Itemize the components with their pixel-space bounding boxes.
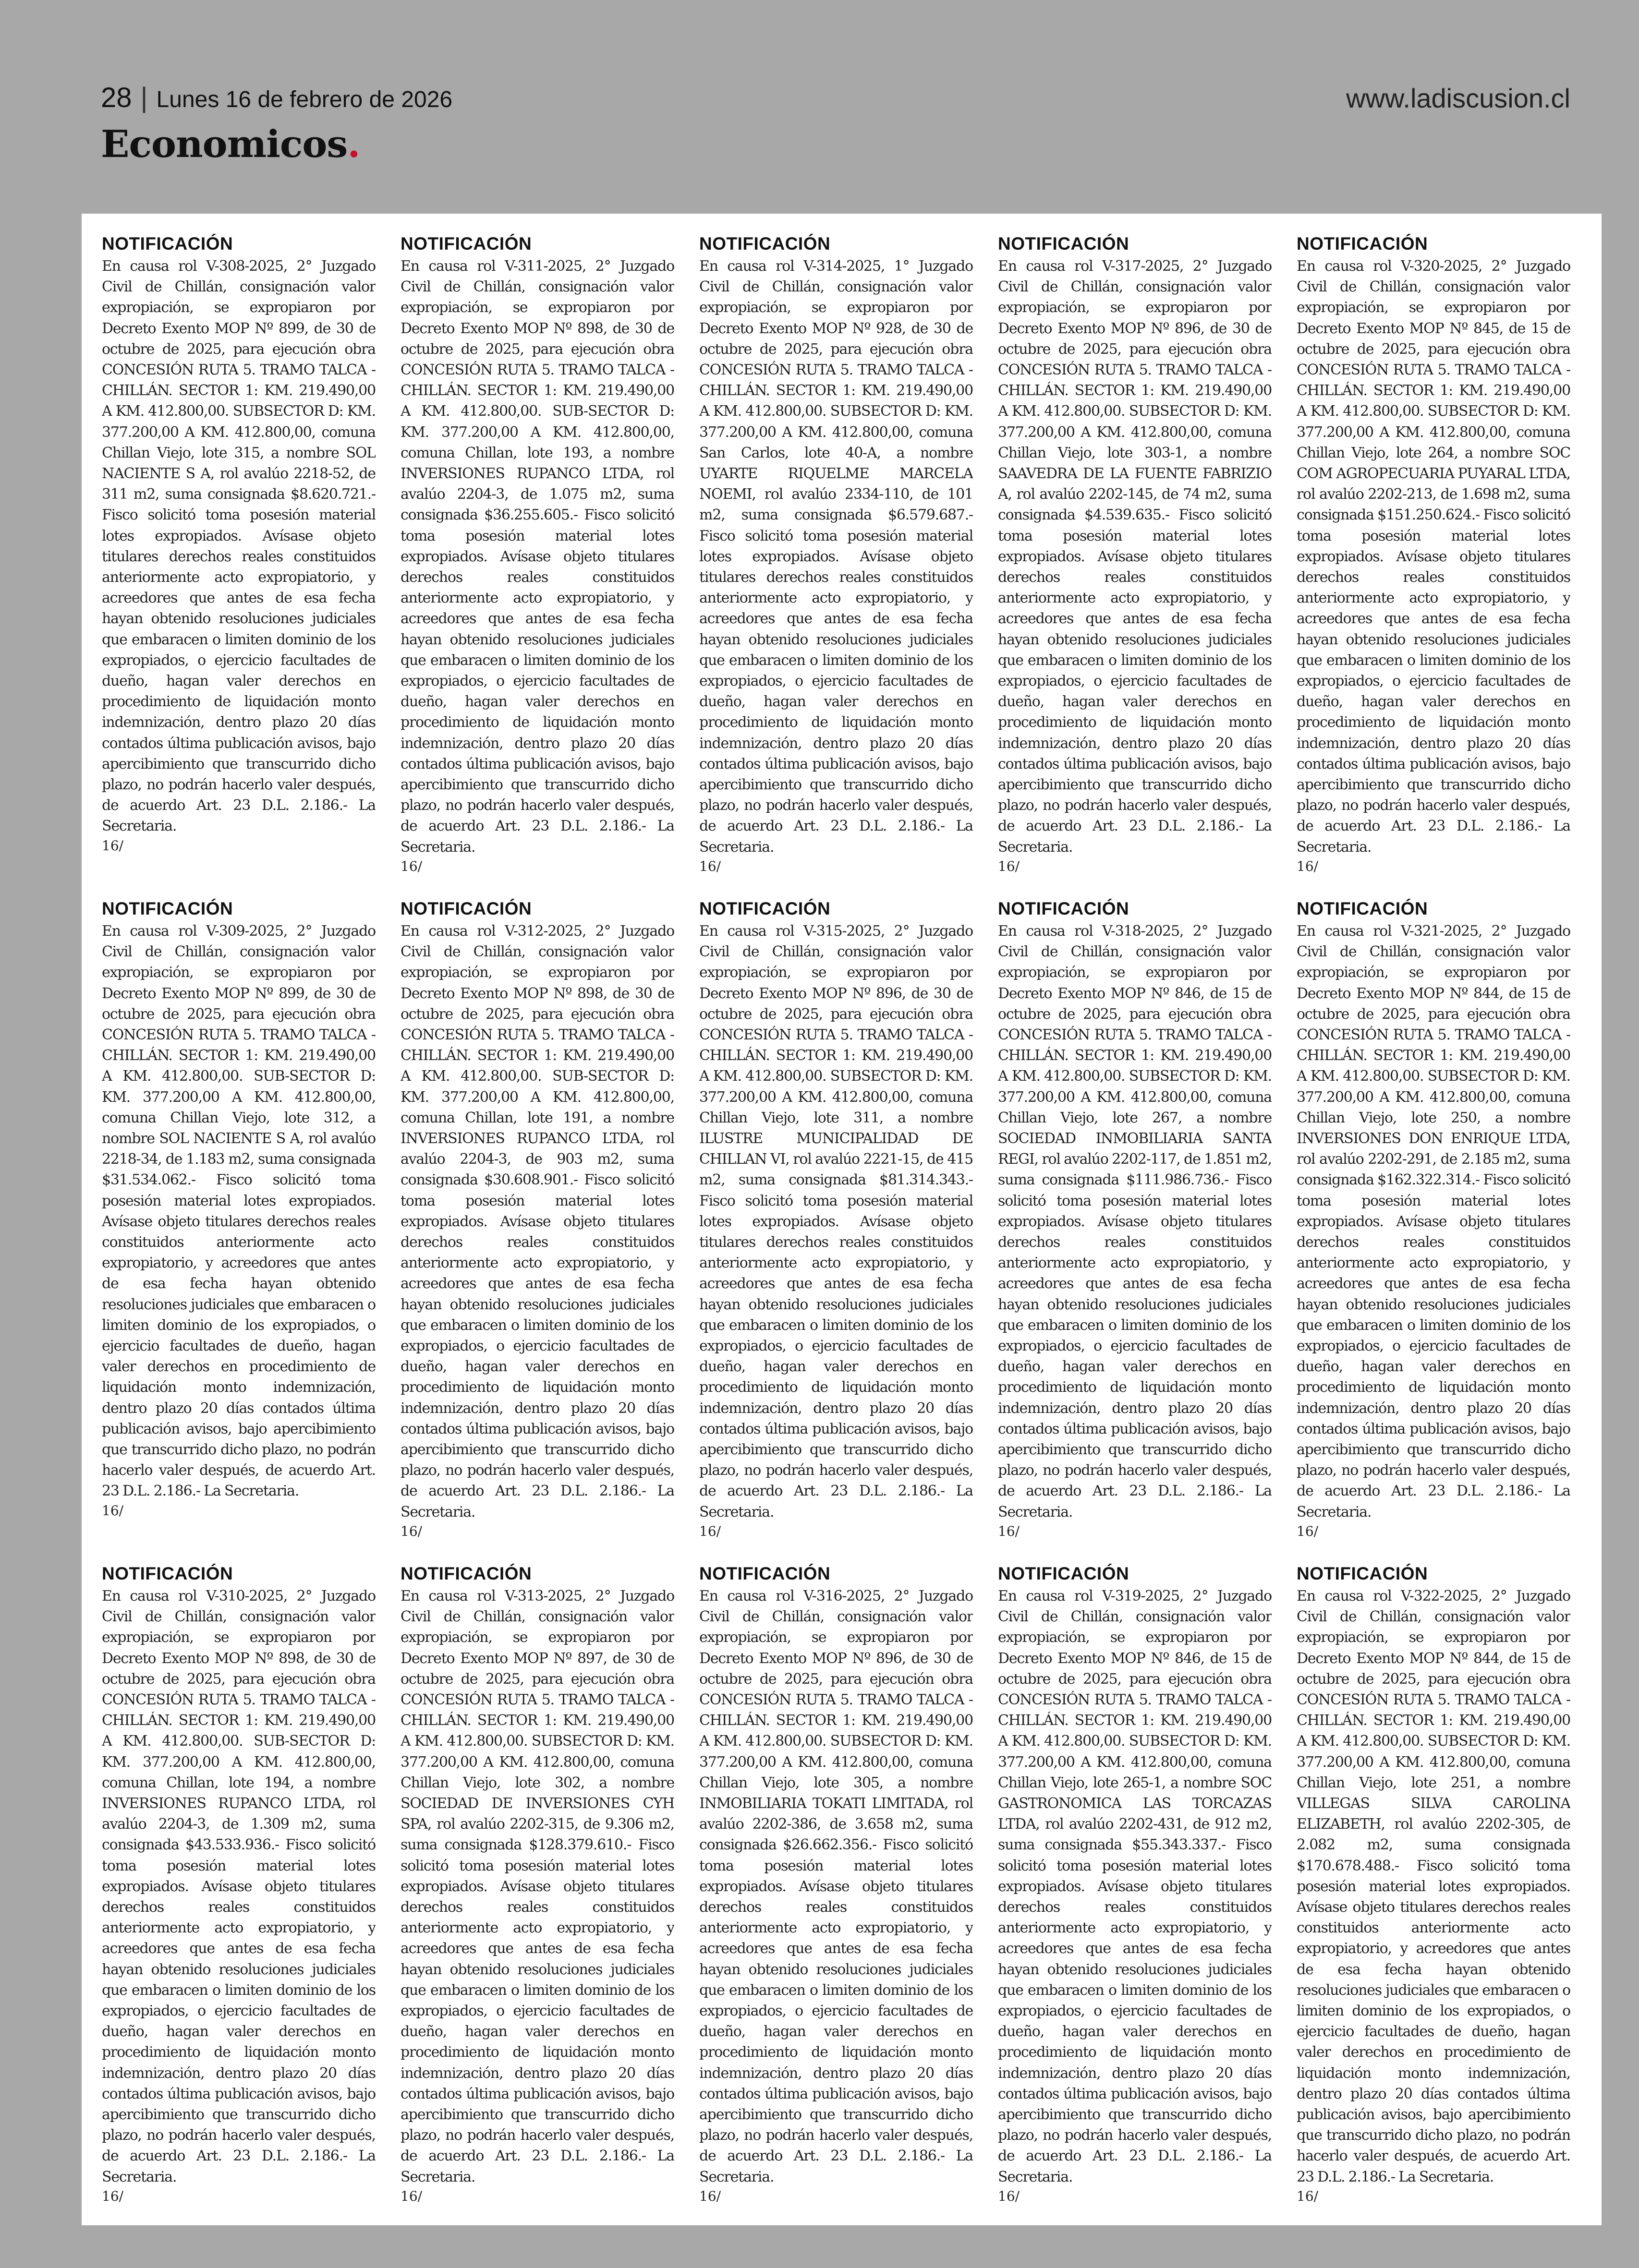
notice-body: En causa rol V-316-2025, 2° Juzgado Civil de Chillán, consignación valor expropiación, se expropiaron por Decreto Exento MOP Nº 896, de 30 de octubre de 2025, para ejecución obra CONCESIÓN RUTA 5. TRAMO TALCA - CHILLÁN. SECTOR 1: KM. 219.490,00 A KM. 412.800,00. SUBSECTOR D: KM. 377.200,00 A KM. 412.800,00, comuna Chillan Viejo, lote 305, a nombre INMOBILIARIA TOKATI LIMITADA, rol avalúo 2202-386, de 3.658 m2, suma consignada $26.662.356.- Fisco solicitó toma posesión material lotes expropiados. Avísase objeto titulares derechos reales constituidos anteriormente acto expropiatorio, y acreedores que antes de esa fecha hayan obtenido resoluciones judiciales que embaracen o limiten dominio de los expropiados, o ejercicio facultades de dueño, hagan valer derechos en procedimiento de liquidación monto indemnización, dentro plazo 20 días contados última publicación avisos, bajo apercibimiento que transcurrido dicho plazo, no podrán hacerlo valer después, de acuerdo Art. 23 D.L. 2.186.- La Secretaria. [699,1588,973,2185]
notice-card [1297,234,1570,875]
website-link[interactable]: www.ladiscusion.cl [1346,83,1570,113]
notice-card [1297,1564,1570,2205]
notice-body: En causa rol V-310-2025, 2° Juzgado Civil de Chillán, consignación valor expropiación, se expropiaron por Decreto Exento MOP Nº 898, de 30 de octubre de 2025, para ejecución obra CONCESIÓN RUTA 5. TRAMO TALCA - CHILLÁN. SECTOR 1: KM. 219.490,00 A KM. 412.800,00. SUB-SECTOR D: KM. 377.200,00 A KM. 412.800,00, comuna Chillan, lote 194, a nombre INVERSIONES RUPANCO LTDA, rol avalúo 2204-3, de 1.309 m2, suma consignada $43.533.936.- Fisco solicitó toma posesión material lotes expropiados. Avísase objeto titulares derechos reales constituidos anteriormente acto expropiatorio, y acreedores que antes de esa fecha hayan obtenido resoluciones judiciales que embaracen o limiten dominio de los expropiados, o ejercicio facultades de dueño, hagan valer derechos en procedimiento de liquidación monto indemnización, dentro plazo 20 días contados última publicación avisos, bajo apercibimiento que transcurrido dicho plazo, no podrán hacerlo valer después, de acuerdo Art. 23 D.L. 2.186.- La Secretaria. [102,1588,376,2185]
notice-card [699,899,973,1540]
notice-date-code: 16/ [699,2188,721,2204]
page-number: 28 [101,82,132,113]
notice-card [401,899,674,1540]
classifieds-page [82,214,1602,2225]
notice-grid [102,234,1570,2205]
notice-body: En causa rol V-318-2025, 2° Juzgado Civil de Chillán, consignación valor expropiación, se expropiaron por Decreto Exento MOP Nº 846, de 15 de octubre de 2025, para ejecución obra CONCESIÓN RUTA 5. TRAMO TALCA - CHILLÁN. SECTOR 1: KM. 219.490,00 A KM. 412.800,00. SUBSECTOR D: KM. 377.200,00 A KM. 412.800,00, comuna Chillan Viejo, lote 267, a nombre SOCIEDAD INMOBILIARIA SANTA REGI, rol avalúo 2202-117, de 1.851 m2, suma consignada $111.986.736.- Fisco solicitó toma posesión material lotes expropiados. Avísase objeto titulares derechos reales constituidos anteriormente acto expropiatorio, y acreedores que antes de esa fecha hayan obtenido resoluciones judiciales que embaracen o limiten dominio de los expropiados, o ejercicio facultades de dueño, hagan valer derechos en procedimiento de liquidación monto indemnización, dentro plazo 20 días contados última publicación avisos, bajo apercibimiento que transcurrido dicho plazo, no podrán hacerlo valer después, de acuerdo Art. 23 D.L. 2.186.- La Secretaria. [998,923,1272,1520]
notice-body: En causa rol V-314-2025, 1° Juzgado Civil de Chillán, consignación valor expropiación, se expropiaron por Decreto Exento MOP Nº 928, de 30 de octubre de 2025, para ejecución obra CONCESIÓN RUTA 5. TRAMO TALCA - CHILLÁN. SECTOR 1: KM. 219.490,00 A KM. 412.800,00. SUBSECTOR D: KM. 377.200,00 A KM. 412.800,00, comuna San Carlos, lote 40-A, a nombre UYARTE RIQUELME MARCELA NOEMI, rol avalúo 2334-110, de 101 m2, suma consignada $6.579.687.- Fisco solicitó toma posesión material lotes expropiados. Avísase objeto titulares derechos reales constituidos anteriormente acto expropiatorio, y acreedores que antes de esa fecha hayan obtenido resoluciones judiciales que embaracen o limiten dominio de los expropiados, o ejercicio facultades de dueño, hagan valer derechos en procedimiento de liquidación monto indemnización, dentro plazo 20 días contados última publicación avisos, bajo apercibimiento que transcurrido dicho plazo, no podrán hacerlo valer después, de acuerdo Art. 23 D.L. 2.186.- La Secretaria. [699,258,973,856]
notice-card [401,1564,674,2205]
notice-title: NOTIFICACIÓN [699,899,831,918]
notice-title: NOTIFICACIÓN [1297,234,1428,253]
notice-card [1297,899,1570,1540]
notice-date-code: 16/ [401,2188,423,2204]
notice-body: En causa rol V-315-2025, 2° Juzgado Civil de Chillán, consignación valor expropiación, se expropiaron por Decreto Exento MOP Nº 896, de 30 de octubre de 2025, para ejecución obra CONCESIÓN RUTA 5. TRAMO TALCA - CHILLÁN. SECTOR 1: KM. 219.490,00 A KM. 412.800,00. SUBSECTOR D: KM. 377.200,00 A KM. 412.800,00, comuna Chillan Viejo, lote 311, a nombre ILUSTRE MUNICIPALIDAD DE CHILLAN VI, rol avalúo 2221-15, de 415 m2, suma consignada $81.314.343.- Fisco solicitó toma posesión material lotes expropiados. Avísase objeto titulares derechos reales constituidos anteriormente acto expropiatorio, y acreedores que antes de esa fecha hayan obtenido resoluciones judiciales que embaracen o limiten dominio de los expropiados, o ejercicio facultades de dueño, hagan valer derechos en procedimiento de liquidación monto indemnización, dentro plazo 20 días contados última publicación avisos, bajo apercibimiento que transcurrido dicho plazo, no podrán hacerlo valer después, de acuerdo Art. 23 D.L. 2.186.- La Secretaria. [699,923,973,1520]
notice-title: NOTIFICACIÓN [401,1564,532,1583]
notice-body: En causa rol V-319-2025, 2° Juzgado Civil de Chillán, consignación valor expropiación, se expropiaron por Decreto Exento MOP Nº 846, de 15 de octubre de 2025, para ejecución obra CONCESIÓN RUTA 5. TRAMO TALCA - CHILLÁN. SECTOR 1: KM. 219.490,00 A KM. 412.800,00. SUBSECTOR D: KM. 377.200,00 A KM. 412.800,00, comuna Chillan Viejo, lote 265-1, a nombre SOC GASTRONOMICA LAS TORCAZAS LTDA, rol avalúo 2202-431, de 912 m2, suma consignada $55.343.337.- Fisco solicitó toma posesión material lotes expropiados. Avísase objeto titulares derechos reales constituidos anteriormente acto expropiatorio, y acreedores que antes de esa fecha hayan obtenido resoluciones judiciales que embaracen o limiten dominio de los expropiados, o ejercicio facultades de dueño, hagan valer derechos en procedimiento de liquidación monto indemnización, dentro plazo 20 días contados última publicación avisos, bajo apercibimiento que transcurrido dicho plazo, no podrán hacerlo valer después, de acuerdo Art. 23 D.L. 2.186.- La Secretaria. [998,1588,1272,2185]
notice-card [998,234,1272,875]
notice-title: NOTIFICACIÓN [102,899,233,918]
section-title [101,122,360,166]
notice-title: NOTIFICACIÓN [1297,899,1428,918]
notice-date-code: 16/ [102,837,124,854]
notice-title: NOTIFICACIÓN [998,1564,1129,1583]
notice-card [102,1564,376,2205]
notice-date-code: 16/ [1297,1523,1319,1539]
notice-date-code: 16/ [401,858,423,874]
section-dot: . [347,122,360,166]
notice-date-code: 16/ [998,2188,1020,2204]
notice-card [102,234,376,875]
notice-body: En causa rol V-321-2025, 2° Juzgado Civil de Chillán, consignación valor expropiación, se expropiaron por Decreto Exento MOP Nº 844, de 15 de octubre de 2025, para ejecución obra CONCESIÓN RUTA 5. TRAMO TALCA - CHILLÁN. SECTOR 1: KM. 219.490,00 A KM. 412.800,00. SUBSECTOR D: KM. 377.200,00 A KM. 412.800,00, comuna Chillan Viejo, lote 250, a nombre INVERSIONES DON ENRIQUE LTDA, rol avalúo 2202-291, de 2.185 m2, suma consignada $162.322.314.- Fisco solicitó toma posesión material lotes expropiados. Avísase objeto titulares derechos reales constituidos anteriormente acto expropiatorio, y acreedores que antes de esa fecha hayan obtenido resoluciones judiciales que embaracen o limiten dominio de los expropiados, o ejercicio facultades de dueño, hagan valer derechos en procedimiento de liquidación monto indemnización, dentro plazo 20 días contados última publicación avisos, bajo apercibimiento que transcurrido dicho plazo, no podrán hacerlo valer después, de acuerdo Art. 23 D.L. 2.186.- La Secretaria. [1297,923,1570,1520]
notice-title: NOTIFICACIÓN [1297,1564,1428,1583]
notice-body: En causa rol V-317-2025, 2° Juzgado Civil de Chillán, consignación valor expropiación, se expropiaron por Decreto Exento MOP Nº 896, de 30 de octubre de 2025, para ejecución obra CONCESIÓN RUTA 5. TRAMO TALCA - CHILLÁN. SECTOR 1: KM. 219.490,00 A KM. 412.800,00. SUBSECTOR D: KM. 377.200,00 A KM. 412.800,00, comuna Chillan Viejo, lote 303-1, a nombre SAAVEDRA DE LA FUENTE FABRIZIO A, rol avalúo 2202-145, de 74 m2, suma consignada $4.539.635.- Fisco solicitó toma posesión material lotes expropiados. Avísase objeto titulares derechos reales constituidos anteriormente acto expropiatorio, y acreedores que antes de esa fecha hayan obtenido resoluciones judiciales que embaracen o limiten dominio de los expropiados, o ejercicio facultades de dueño, hagan valer derechos en procedimiento de liquidación monto indemnización, dentro plazo 20 días contados última publicación avisos, bajo apercibimiento que transcurrido dicho plazo, no podrán hacerlo valer después, de acuerdo Art. 23 D.L. 2.186.- La Secretaria. [998,258,1272,856]
notice-date-code: 16/ [102,1502,124,1519]
notice-date-code: 16/ [699,858,721,874]
notice-date-code: 16/ [699,1523,721,1539]
notice-body: En causa rol V-312-2025, 2° Juzgado Civil de Chillán, consignación valor expropiación, se expropiaron por Decreto Exento MOP Nº 898, de 30 de octubre de 2025, para ejecución obra CONCESIÓN RUTA 5. TRAMO TALCA - CHILLÁN. SECTOR 1: KM. 219.490,00 A KM. 412.800,00. SUB-SECTOR D: KM. 377.200,00 A KM. 412.800,00, comuna Chillan, lote 191, a nombre INVERSIONES RUPANCO LTDA, rol avalúo 2204-3, de 903 m2, suma consignada $30.608.901.- Fisco solicitó toma posesión material lotes expropiados. Avísase objeto titulares derechos reales constituidos anteriormente acto expropiatorio, y acreedores que antes de esa fecha hayan obtenido resoluciones judiciales que embaracen o limiten dominio de los expropiados, o ejercicio facultades de dueño, hagan valer derechos en procedimiento de liquidación monto indemnización, dentro plazo 20 días contados última publicación avisos, bajo apercibimiento que transcurrido dicho plazo, no podrán hacerlo valer después, de acuerdo Art. 23 D.L. 2.186.- La Secretaria. [401,923,674,1520]
notice-body: En causa rol V-322-2025, 2° Juzgado Civil de Chillán, consignación valor expropiación, se expropiaron por Decreto Exento MOP Nº 844, de 15 de octubre de 2025, para ejecución obra CONCESIÓN RUTA 5. TRAMO TALCA - CHILLÁN. SECTOR 1: KM. 219.490,00 A KM. 412.800,00. SUBSECTOR D: KM. 377.200,00 A KM. 412.800,00, comuna Chillan Viejo, lote 251, a nombre VILLEGAS SILVA CAROLINA ELIZABETH, rol avalúo 2202-305, de 2.082 m2, suma consignada $170.678.488.- Fisco solicitó toma posesión material lotes expropiados. Avísase objeto titulares derechos reales constituidos anteriormente acto expropiatorio, y acreedores que antes de esa fecha hayan obtenido resoluciones judiciales que embaracen o limiten dominio de los expropiados, o ejercicio facultades de dueño, hagan valer derechos en procedimiento de liquidación monto indemnización, dentro plazo 20 días contados última publicación avisos, bajo apercibimiento que transcurrido dicho plazo, no podrán hacerlo valer después, de acuerdo Art. 23 D.L. 2.186.- La Secretaria. [1297,1588,1570,2185]
notice-card [998,1564,1272,2205]
notice-date-code: 16/ [102,2188,124,2204]
notice-body: En causa rol V-311-2025, 2° Juzgado Civil de Chillán, consignación valor expropiación, se expropiaron por Decreto Exento MOP Nº 898, de 30 de octubre de 2025, para ejecución obra CONCESIÓN RUTA 5. TRAMO TALCA - CHILLÁN. SECTOR 1: KM. 219.490,00 A KM. 412.800,00. SUB-SECTOR D: KM. 377.200,00 A KM. 412.800,00, comuna Chillan, lote 193, a nombre INVERSIONES RUPANCO LTDA, rol avalúo 2204-3, de 1.075 m2, suma consignada $36.255.605.- Fisco solicitó toma posesión material lotes expropiados. Avísase objeto titulares derechos reales constituidos anteriormente acto expropiatorio, y acreedores que antes de esa fecha hayan obtenido resoluciones judiciales que embaracen o limiten dominio de los expropiados, o ejercicio facultades de dueño, hagan valer derechos en procedimiento de liquidación monto indemnización, dentro plazo 20 días contados última publicación avisos, bajo apercibimiento que transcurrido dicho plazo, no podrán hacerlo valer después, de acuerdo Art. 23 D.L. 2.186.- La Secretaria. [401,258,674,856]
notice-date-code: 16/ [998,858,1020,874]
page-info [101,82,452,114]
notice-title: NOTIFICACIÓN [998,899,1129,918]
notice-body: En causa rol V-320-2025, 2° Juzgado Civil de Chillán, consignación valor expropiación, se expropiaron por Decreto Exento MOP Nº 845, de 15 de octubre de 2025, para ejecución obra CONCESIÓN RUTA 5. TRAMO TALCA - CHILLÁN. SECTOR 1: KM. 219.490,00 A KM. 412.800,00. SUBSECTOR D: KM. 377.200,00 A KM. 412.800,00, comuna Chillan Viejo, lote 264, a nombre SOC COM AGROPECUARIA PUYARAL LTDA, rol avalúo 2202-213, de 1.698 m2, suma consignada $151.250.624.- Fisco solicitó toma posesión material lotes expropiados. Avísase objeto titulares derechos reales constituidos anteriormente acto expropiatorio, y acreedores que antes de esa fecha hayan obtenido resoluciones judiciales que embaracen o limiten dominio de los expropiados, o ejercicio facultades de dueño, hagan valer derechos en procedimiento de liquidación monto indemnización, dentro plazo 20 días contados última publicación avisos, bajo apercibimiento que transcurrido dicho plazo, no podrán hacerlo valer después, de acuerdo Art. 23 D.L. 2.186.- La Secretaria. [1297,258,1570,856]
section-name: Economicos [101,122,348,166]
notice-title: NOTIFICACIÓN [699,1564,831,1583]
notice-card [699,1564,973,2205]
notice-body: En causa rol V-309-2025, 2° Juzgado Civil de Chillán, consignación valor expropiación, se expropiaron por Decreto Exento MOP Nº 899, de 30 de octubre de 2025, para ejecución obra CONCESIÓN RUTA 5. TRAMO TALCA - CHILLÁN. SECTOR 1: KM. 219.490,00 A KM. 412.800,00. SUB-SECTOR D: KM. 377.200,00 A KM. 412.800,00, comuna Chillan Viejo, lote 312, a nombre SOL NACIENTE S A, rol avalúo 2218-34, de 1.183 m2, suma consignada $31.534.062.- Fisco solicitó toma posesión material lotes expropiados. Avísase objeto titulares derechos reales constituidos anteriormente acto expropiatorio, y acreedores que antes de esa fecha hayan obtenido resoluciones judiciales que embaracen o limiten dominio de los expropiados, o ejercicio facultades de dueño, hagan valer derechos en procedimiento de liquidación monto indemnización, dentro plazo 20 días contados última publicación avisos, bajo apercibimiento que transcurrido dicho plazo, no podrán hacerlo valer después, de acuerdo Art. 23 D.L. 2.186.- La Secretaria. [102,923,376,1500]
notice-card [699,234,973,875]
notice-title: NOTIFICACIÓN [102,234,233,253]
notice-date-code: 16/ [401,1523,423,1539]
notice-card [102,899,376,1540]
notice-title: NOTIFICACIÓN [998,234,1129,253]
page-header [101,77,1570,120]
notice-body: En causa rol V-313-2025, 2° Juzgado Civil de Chillán, consignación valor expropiación, se expropiaron por Decreto Exento MOP Nº 897, de 30 de octubre de 2025, para ejecución obra CONCESIÓN RUTA 5. TRAMO TALCA - CHILLÁN. SECTOR 1: KM. 219.490,00 A KM. 412.800,00. SUBSECTOR D: KM. 377.200,00 A KM. 412.800,00, comuna Chillan Viejo, lote 302, a nombre SOCIEDAD DE INVERSIONES CYH SPA, rol avalúo 2202-315, de 9.306 m2, suma consignada $128.379.610.- Fisco solicitó toma posesión material lotes expropiados. Avísase objeto titulares derechos reales constituidos anteriormente acto expropiatorio, y acreedores que antes de esa fecha hayan obtenido resoluciones judiciales que embaracen o limiten dominio de los expropiados, o ejercicio facultades de dueño, hagan valer derechos en procedimiento de liquidación monto indemnización, dentro plazo 20 días contados última publicación avisos, bajo apercibimiento que transcurrido dicho plazo, no podrán hacerlo valer después, de acuerdo Art. 23 D.L. 2.186.- La Secretaria. [401,1588,674,2185]
notice-card [998,899,1272,1540]
header-divider: | [140,82,148,113]
notice-title: NOTIFICACIÓN [102,1564,233,1583]
notice-date-code: 16/ [1297,858,1319,874]
notice-body: En causa rol V-308-2025, 2° Juzgado Civil de Chillán, consignación valor expropiación, se expropiaron por Decreto Exento MOP Nº 899, de 30 de octubre de 2025, para ejecución obra CONCESIÓN RUTA 5. TRAMO TALCA - CHILLÁN. SECTOR 1: KM. 219.490,00 A KM. 412.800,00. SUBSECTOR D: KM. 377.200,00 A KM. 412.800,00, comuna Chillan Viejo, lote 315, a nombre SOL NACIENTE S A, rol avalúo 2218-52, de 311 m2, suma consignada $8.620.721.- Fisco solicitó toma posesión material lotes expropiados. Avísase objeto titulares derechos reales constituidos anteriormente acto expropiatorio, y acreedores que antes de esa fecha hayan obtenido resoluciones judiciales que embaracen o limiten dominio de los expropiados, o ejercicio facultades de dueño, hagan valer derechos en procedimiento de liquidación monto indemnización, dentro plazo 20 días contados última publicación avisos, bajo apercibimiento que transcurrido dicho plazo, no podrán hacerlo valer después, de acuerdo Art. 23 D.L. 2.186.- La Secretaria. [102,258,376,835]
notice-title: NOTIFICACIÓN [699,234,831,253]
notice-card [401,234,674,875]
notice-title: NOTIFICACIÓN [401,234,532,253]
issue-date: Lunes 16 de febrero de 2026 [156,87,453,112]
notice-date-code: 16/ [998,1523,1020,1539]
notice-date-code: 16/ [1297,2188,1319,2204]
notice-title: NOTIFICACIÓN [401,899,532,918]
